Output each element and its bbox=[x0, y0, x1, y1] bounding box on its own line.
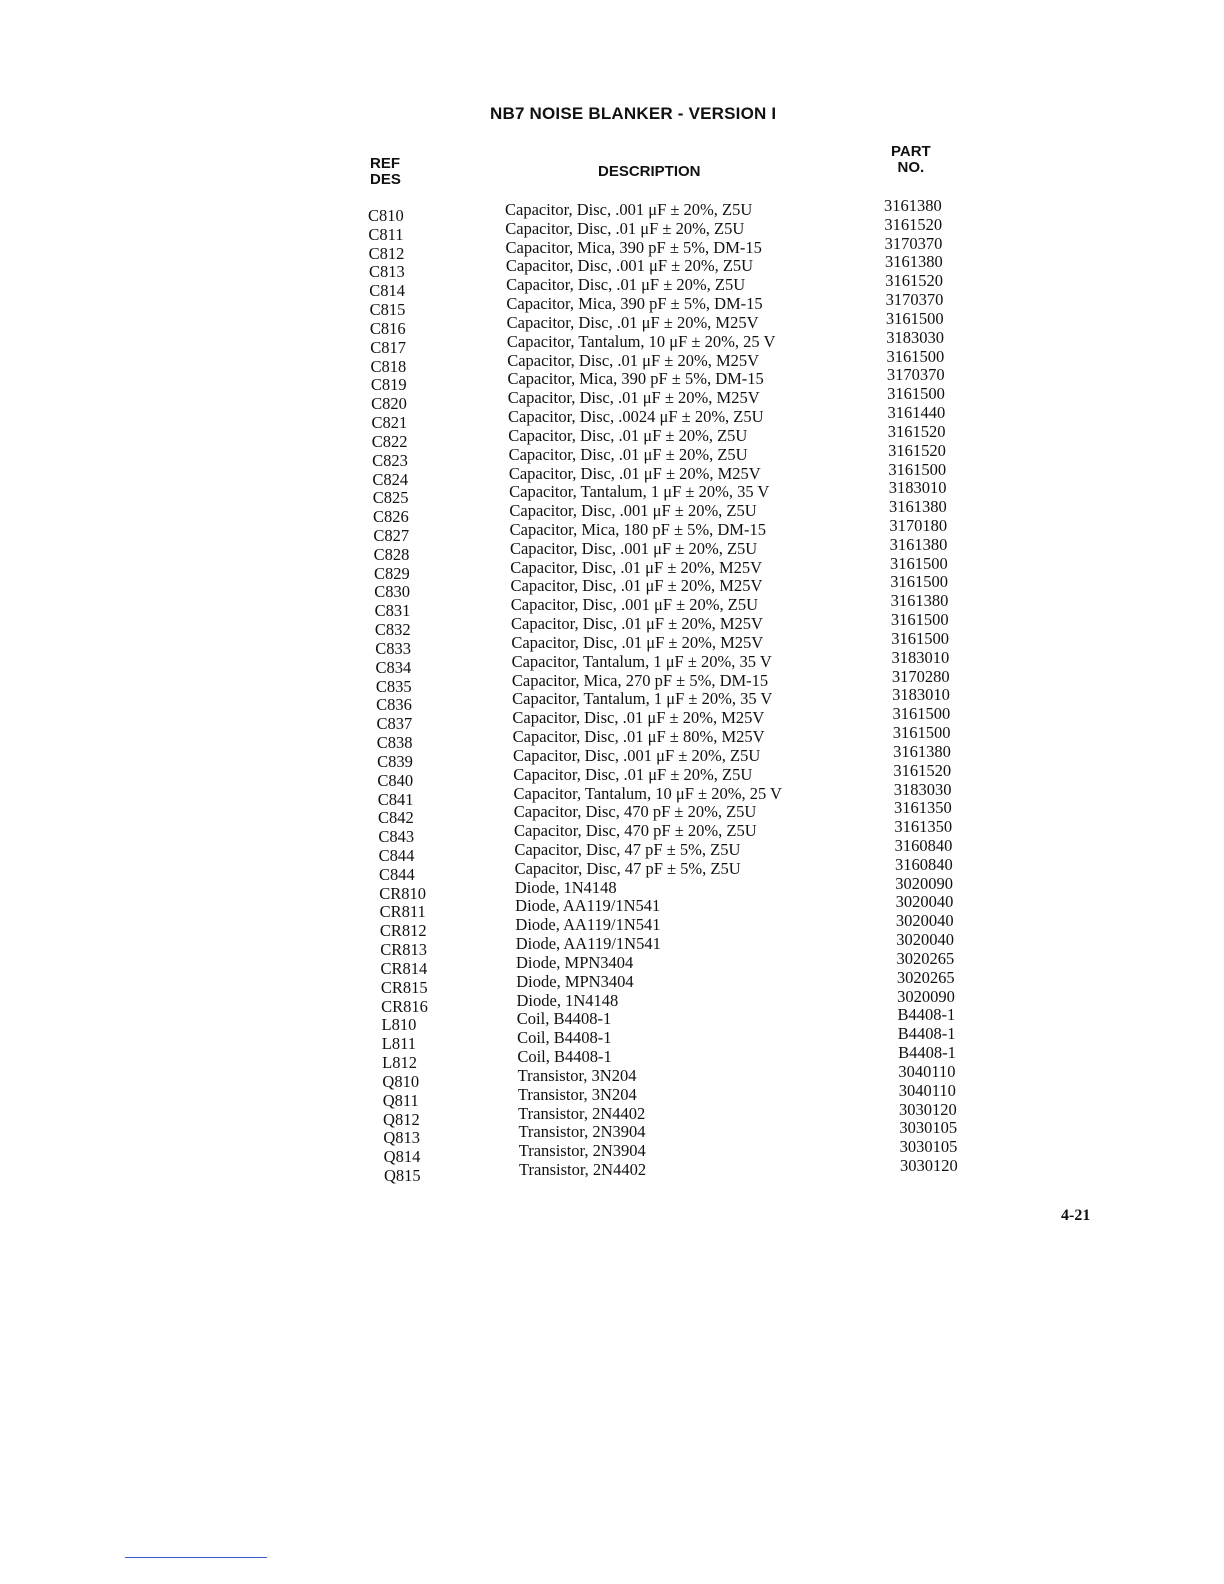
ref-des-cell: CR816 bbox=[381, 996, 428, 1016]
description-cell: Capacitor, Disc, .01 μF ± 20%, M25V bbox=[507, 350, 760, 370]
ref-des-cell: CR811 bbox=[379, 902, 426, 922]
part-no-cell: 3020265 bbox=[896, 967, 955, 987]
ref-des-cell: C826 bbox=[373, 507, 409, 527]
part-no-cell: 3170370 bbox=[886, 365, 945, 385]
part-no-cell: 3161350 bbox=[894, 817, 953, 837]
part-no-cell: 3161500 bbox=[886, 346, 945, 366]
column-header-description: DESCRIPTION bbox=[598, 163, 701, 180]
ref-des-cell: C827 bbox=[373, 526, 410, 545]
ref-des-cell: C841 bbox=[377, 789, 414, 809]
page-title: NB7 NOISE BLANKER - VERSION I bbox=[490, 104, 777, 123]
description-cell: Capacitor, Disc, .001 μF ± 20%, Z5U bbox=[509, 501, 757, 521]
part-no-cell: 3183030 bbox=[893, 779, 952, 799]
part-no-cell: 3161500 bbox=[892, 704, 951, 724]
part-no-cell: 3161500 bbox=[888, 459, 947, 479]
part-no-cell: 3020265 bbox=[896, 948, 955, 968]
ref-des-cell: C837 bbox=[376, 714, 413, 734]
ref-des-cell: C812 bbox=[368, 243, 405, 263]
part-no-cell: 3161380 bbox=[889, 497, 947, 517]
part-no-cell: 3040110 bbox=[898, 1080, 956, 1100]
description-cell: Transistor, 2N3904 bbox=[518, 1141, 646, 1161]
description-cell: Capacitor, Disc, 47 pF ± 5%, Z5U bbox=[514, 840, 741, 859]
description-cell: Capacitor, Disc, .001 μF ± 20%, Z5U bbox=[509, 538, 758, 558]
ref-des-cell: L810 bbox=[381, 1015, 417, 1035]
ref-des-cell: C816 bbox=[369, 318, 406, 338]
part-no-cell: 3030120 bbox=[900, 1156, 958, 1175]
ref-des-cell: C833 bbox=[375, 638, 411, 658]
ref-des-cell: C843 bbox=[378, 827, 415, 847]
ref-des-cell: CR815 bbox=[380, 977, 428, 997]
description-cell: Capacitor, Disc, .01 μF ± 20%, M25V bbox=[511, 632, 764, 652]
ref-des-cell: C839 bbox=[377, 751, 413, 771]
description-cell: Diode, 1N4148 bbox=[514, 877, 617, 897]
part-no-cell: 3183010 bbox=[888, 478, 947, 498]
ref-des-cell: C835 bbox=[375, 676, 412, 696]
ref-des-cell: Q811 bbox=[382, 1090, 419, 1110]
part-no-cell: 3161520 bbox=[887, 421, 946, 441]
ref-des-cell: C815 bbox=[369, 300, 406, 320]
ref-des-cell: CR810 bbox=[379, 883, 427, 903]
description-cell: Capacitor, Disc, .01 μF ± 20%, Z5U bbox=[508, 444, 748, 464]
part-no-cell: 3170370 bbox=[885, 290, 944, 310]
description-cell: Capacitor, Disc, 470 pF ± 20%, Z5U bbox=[514, 821, 757, 841]
part-no-cell: 3030105 bbox=[899, 1118, 958, 1138]
part-no-cell: 3160840 bbox=[894, 836, 953, 855]
ref-des-cell: L812 bbox=[382, 1053, 417, 1073]
ref-des-cell: C831 bbox=[374, 601, 411, 621]
part-no-cell: 3161500 bbox=[892, 723, 951, 743]
description-cell: Capacitor, Mica, 270 pF ± 5%, DM-15 bbox=[511, 670, 769, 690]
part-no-cell: 3183030 bbox=[886, 327, 944, 347]
part-no-cell: 3161500 bbox=[891, 628, 949, 648]
part-no-cell: 3020090 bbox=[895, 873, 954, 893]
description-cell: Capacitor, Disc, .001 μF ± 20%, Z5U bbox=[505, 256, 754, 276]
description-cell: Capacitor, Disc, .01 μF ± 20%, Z5U bbox=[508, 425, 748, 445]
description-cell: Capacitor, Disc, .01 μF ± 20%, M25V bbox=[510, 576, 763, 596]
part-no-cell: 3161380 bbox=[893, 741, 951, 761]
part-no-cell: 3161520 bbox=[888, 440, 946, 460]
ref-des-cell: C832 bbox=[374, 620, 411, 640]
ref-des-cell: Q810 bbox=[382, 1071, 420, 1091]
ref-des-cell: Q814 bbox=[383, 1147, 421, 1167]
ref-des-cell: CR814 bbox=[380, 958, 428, 978]
part-no-cell: 3161350 bbox=[894, 798, 952, 818]
part-no-cell: 3030105 bbox=[899, 1137, 958, 1157]
description-cell: Capacitor, Disc, .01 μF ± 20%, Z5U bbox=[506, 275, 746, 295]
description-cell: Diode, 1N4148 bbox=[516, 990, 619, 1010]
part-no-cell: 3161380 bbox=[884, 196, 942, 215]
part-no-cell: 3161380 bbox=[884, 252, 943, 272]
description-cell: Diode, AA119/1N541 bbox=[515, 934, 661, 954]
description-cell: Capacitor, Disc, .001 μF ± 20%, Z5U bbox=[510, 595, 759, 615]
part-no-cell: 3170180 bbox=[889, 516, 948, 535]
ref-des-cell: C810 bbox=[368, 206, 404, 225]
ref-des-cell: C829 bbox=[373, 563, 410, 583]
ref-des-cell: Q812 bbox=[383, 1109, 420, 1129]
description-cell: Diode, MPN3404 bbox=[516, 971, 634, 991]
footer-rule bbox=[125, 1557, 267, 1558]
ref-des-cell: C813 bbox=[368, 262, 405, 282]
ref-des-cell: C811 bbox=[368, 224, 404, 244]
ref-des-cell: C830 bbox=[374, 582, 411, 602]
ref-des-cell: C814 bbox=[369, 281, 406, 301]
description-cell: Capacitor, Disc, .01 μF ± 20%, M25V bbox=[508, 463, 761, 483]
part-no-cell: 3160840 bbox=[894, 854, 953, 874]
description-cell: Capacitor, Tantalum, 1 μF ± 20%, 35 V bbox=[512, 689, 773, 709]
part-no-cell: 3040110 bbox=[898, 1061, 956, 1081]
part-no-cell: 3161500 bbox=[887, 384, 945, 404]
ref-des-cell: Q815 bbox=[384, 1166, 421, 1185]
column-header-ref-line1: REF bbox=[370, 155, 400, 172]
column-header-part-line2: NO. bbox=[897, 159, 925, 176]
ref-des-cell: C825 bbox=[372, 488, 409, 508]
description-cell: Transistor, 2N3904 bbox=[518, 1122, 646, 1142]
description-cell: Transistor, 2N4402 bbox=[518, 1103, 646, 1123]
part-no-cell: B4408-1 bbox=[897, 1005, 956, 1025]
column-header-part-line1: PART bbox=[891, 143, 931, 160]
description-cell: Transistor, 2N4402 bbox=[519, 1160, 647, 1179]
description-cell: Capacitor, Disc, 470 pF ± 20%, Z5U bbox=[513, 802, 757, 822]
part-no-cell: 3020090 bbox=[897, 986, 955, 1006]
description-cell: Capacitor, Mica, 180 pF ± 5%, DM-15 bbox=[509, 520, 766, 539]
part-no-cell: 3161380 bbox=[889, 534, 948, 554]
ref-des-cell: C824 bbox=[372, 469, 409, 489]
part-no-cell: 3161500 bbox=[885, 308, 944, 328]
description-cell: Capacitor, Disc, .01 μF ± 20%, M25V bbox=[512, 708, 765, 728]
description-cell: Capacitor, Disc, .01 μF ± 20%, M25V bbox=[507, 388, 760, 408]
description-cell: Capacitor, Disc, .01 μF ± 20%, Z5U bbox=[505, 218, 745, 238]
description-cell: Coil, B4408-1 bbox=[517, 1028, 612, 1048]
description-cell: Coil, B4408-1 bbox=[517, 1047, 612, 1067]
description-cell: Capacitor, Tantalum, 10 μF ± 20%, 25 V bbox=[513, 783, 782, 803]
description-cell: Capacitor, Mica, 390 pF ± 5%, DM-15 bbox=[505, 237, 762, 257]
ref-des-cell: C842 bbox=[378, 808, 414, 828]
ref-des-cell: C817 bbox=[370, 337, 406, 357]
description-cell: Capacitor, Mica, 390 pF ± 5%, DM-15 bbox=[507, 369, 764, 389]
description-cell: Capacitor, Disc, .01 μF ± 20%, M25V bbox=[506, 312, 759, 332]
description-cell: Capacitor, Disc, .0024 μF ± 20%, Z5U bbox=[508, 407, 764, 427]
part-no-cell: 3030120 bbox=[899, 1099, 957, 1119]
part-no-cell: 3161500 bbox=[890, 572, 949, 592]
description-cell: Diode, AA119/1N541 bbox=[515, 896, 661, 916]
description-cell: Coil, B4408-1 bbox=[516, 1009, 612, 1029]
part-no-cell: 3170280 bbox=[891, 666, 950, 686]
part-no-cell: 3161500 bbox=[890, 610, 949, 630]
description-cell: Capacitor, Disc, .01 μF ± 80%, M25V bbox=[512, 727, 765, 747]
part-no-cell: 3161500 bbox=[889, 553, 948, 573]
part-no-cell: 3183010 bbox=[892, 685, 950, 705]
part-no-cell: 3020040 bbox=[895, 892, 954, 912]
ref-des-cell: C838 bbox=[376, 733, 413, 753]
part-no-cell: B4408-1 bbox=[897, 1024, 956, 1044]
description-cell: Capacitor, Disc, .001 μF ± 20%, Z5U bbox=[512, 745, 761, 765]
part-no-cell: 3161520 bbox=[885, 271, 943, 291]
ref-des-cell: L811 bbox=[381, 1034, 417, 1054]
ref-des-cell: C844 bbox=[378, 846, 415, 865]
description-cell: Capacitor, Tantalum, 10 μF ± 20%, 25 V bbox=[506, 331, 776, 351]
column-header-ref-line2: DES bbox=[370, 171, 401, 188]
ref-des-cell: C820 bbox=[371, 394, 407, 414]
part-no-cell: 3161520 bbox=[893, 760, 952, 780]
description-cell: Transistor, 3N204 bbox=[517, 1065, 637, 1085]
ref-des-cell: C823 bbox=[372, 450, 408, 470]
ref-des-cell: C834 bbox=[375, 657, 412, 677]
ref-des-cell: CR813 bbox=[380, 940, 427, 960]
description-cell: Capacitor, Disc, .01 μF ± 20%, Z5U bbox=[513, 764, 753, 784]
ref-des-cell: C819 bbox=[370, 375, 407, 395]
description-cell: Capacitor, Mica, 390 pF ± 5%, DM-15 bbox=[506, 294, 763, 314]
description-cell: Capacitor, Tantalum, 1 μF ± 20%, 35 V bbox=[509, 482, 770, 502]
part-no-cell: 3020040 bbox=[896, 930, 954, 950]
part-no-cell: B4408-1 bbox=[898, 1043, 956, 1063]
ref-des-cell: C818 bbox=[370, 356, 407, 376]
description-cell: Capacitor, Disc, .001 μF ± 20%, Z5U bbox=[505, 200, 753, 219]
ref-des-cell: C844 bbox=[378, 864, 415, 884]
part-no-cell: 3183010 bbox=[891, 647, 950, 667]
ref-des-cell: C840 bbox=[377, 770, 414, 790]
description-cell: Transistor, 3N204 bbox=[517, 1084, 637, 1104]
part-no-cell: 3161520 bbox=[884, 214, 943, 234]
page-number: 4-21 bbox=[1061, 1207, 1091, 1224]
part-no-cell: 3170370 bbox=[884, 233, 943, 253]
ref-des-cell: CR812 bbox=[379, 921, 427, 941]
ref-des-cell: C822 bbox=[371, 431, 408, 451]
part-no-cell: 3020040 bbox=[895, 911, 954, 931]
description-cell: Diode, MPN3404 bbox=[515, 952, 634, 972]
part-no-cell: 3161440 bbox=[887, 403, 946, 423]
description-cell: Diode, AA119/1N541 bbox=[515, 915, 661, 935]
part-no-cell: 3161380 bbox=[890, 591, 949, 611]
description-cell: Capacitor, Tantalum, 1 μF ± 20%, 35 V bbox=[511, 651, 772, 671]
ref-des-cell: Q813 bbox=[383, 1128, 421, 1148]
ref-des-cell: C828 bbox=[373, 544, 410, 564]
description-cell: Capacitor, Disc, .01 μF ± 20%, M25V bbox=[510, 557, 763, 577]
ref-des-cell: C821 bbox=[371, 413, 408, 433]
ref-des-cell: C836 bbox=[376, 695, 412, 715]
description-cell: Capacitor, Disc, .01 μF ± 20%, M25V bbox=[511, 614, 763, 634]
description-cell: Capacitor, Disc, 47 pF ± 5%, Z5U bbox=[514, 858, 741, 878]
